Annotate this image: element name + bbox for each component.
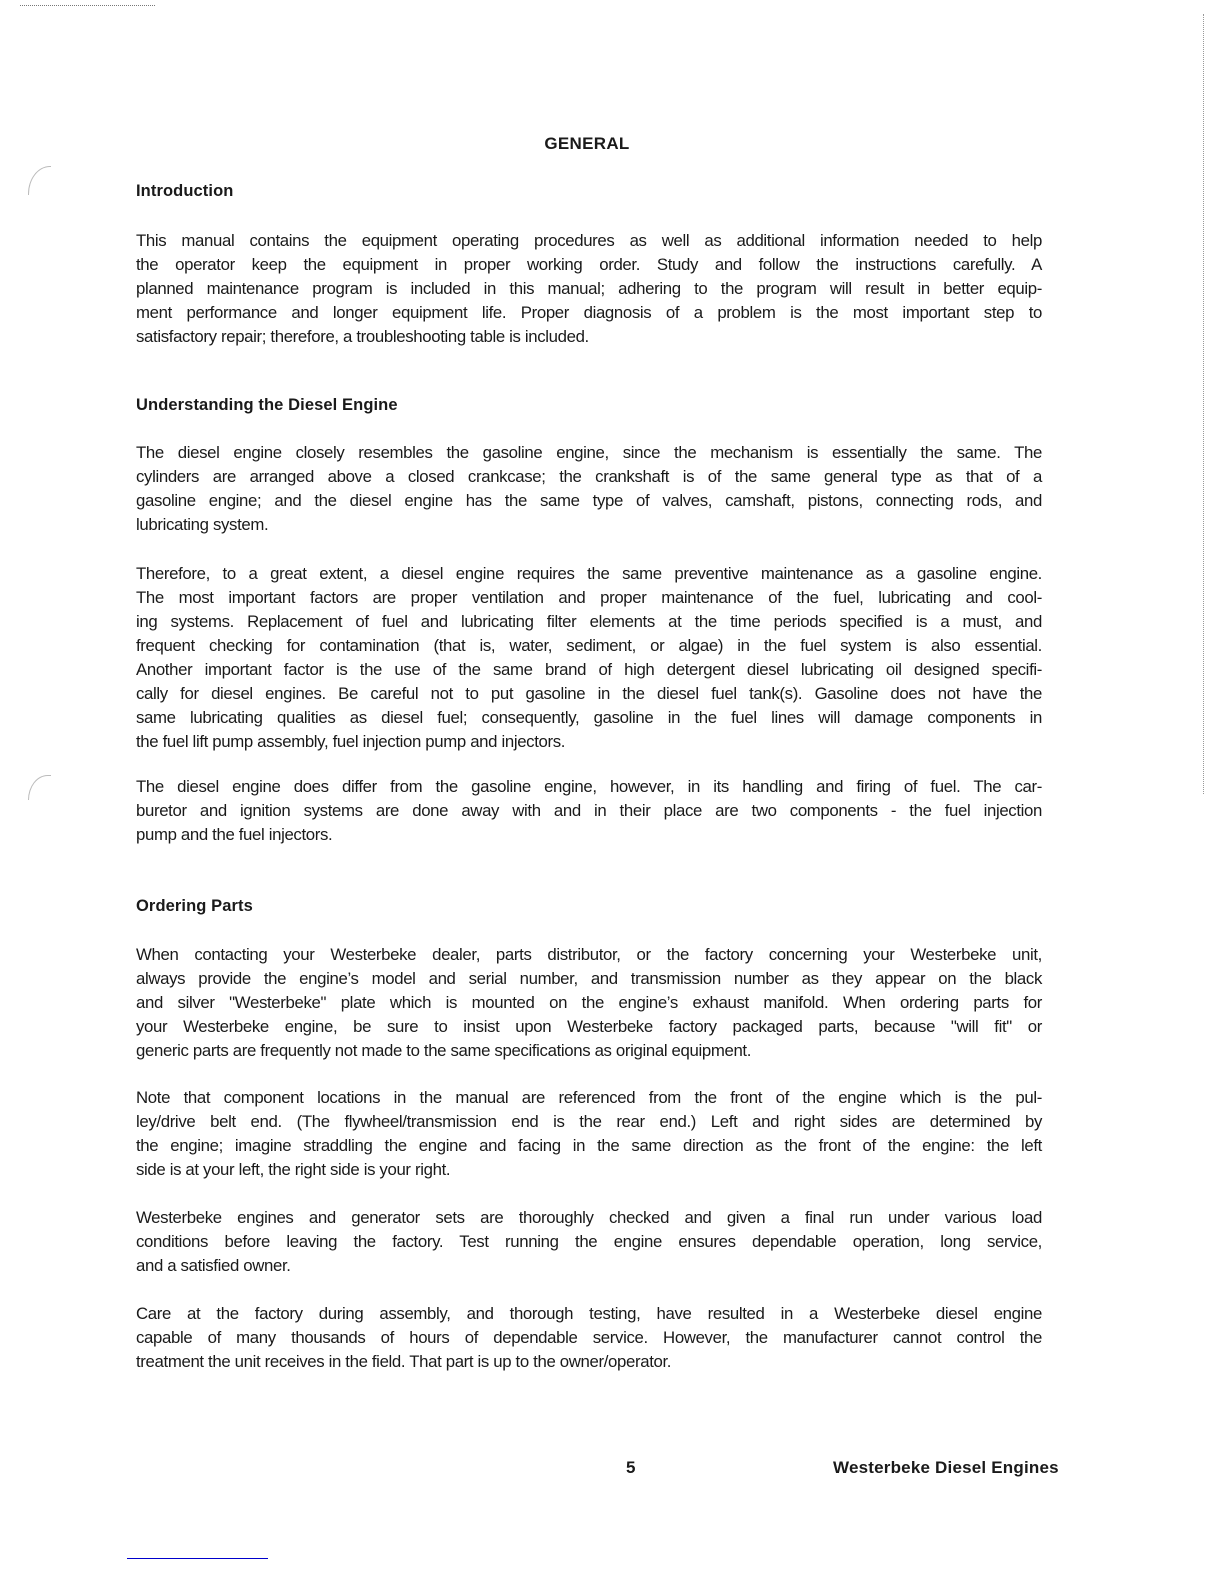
text-line: cylinders are arranged above a closed crankcase; the crankshaft is of the same general type as that of a: [136, 467, 1042, 486]
text-line: Care at the factory during assembly, and thorough testing, have resulted in a Westerbeke diesel engine: [136, 1304, 1042, 1323]
text-line: The diesel engine closely resembles the gasoline engine, since the mechanism is essentially the same. The: [136, 443, 1042, 462]
text-line: side is at your left, the right side is your right.: [136, 1160, 451, 1179]
text-line: ing systems. Replacement of fuel and lubricating filter elements at the time periods specified is a must, and: [136, 612, 1042, 631]
text-line: lubricating system.: [136, 515, 269, 534]
text-line: When contacting your Westerbeke dealer, parts distributor, or the factory concerning your Westerbeke unit,: [136, 945, 1042, 964]
scan-artifact-top: [20, 5, 155, 7]
text-line: and silver "Westerbeke" plate which is mounted on the engine’s exhaust manifold. When ordering parts for: [136, 993, 1042, 1012]
paragraph: [136, 1086, 1042, 1182]
paragraph: [136, 441, 1042, 537]
paragraph: [136, 775, 1042, 847]
scan-artifact-curl: [28, 166, 51, 195]
text-line: generic parts are frequently not made to the same specifications as original equipment.: [136, 1041, 752, 1060]
paragraph: [136, 1206, 1042, 1278]
page-title: GENERAL: [544, 134, 630, 153]
paragraph: [136, 229, 1042, 349]
text-line: pump and the fuel injectors.: [136, 825, 333, 844]
text-line: your Westerbeke engine, be sure to insist upon Westerbeke factory packaged parts, because "will fit" or: [136, 1017, 1042, 1036]
text-line: ley/drive belt end. (The flywheel/transmission end is the rear end.) Left and right sides are determined by: [136, 1112, 1042, 1131]
text-line: gasoline engine; and the diesel engine has the same type of valves, camshaft, pistons, connecting rods, and: [136, 491, 1042, 510]
text-line: frequent checking for contamination (that is, water, sediment, or algae) in the fuel system is also essential.: [136, 636, 1042, 655]
text-line: and a satisfied owner.: [136, 1256, 291, 1275]
scan-artifact-curl: [28, 775, 51, 800]
footer-brand: Westerbeke Diesel Engines: [833, 1458, 1059, 1477]
text-line: Another important factor is the use of the same brand of high detergent diesel lubricating oil designed specifi-: [136, 660, 1042, 679]
text-line: cally for diesel engines. Be careful not to put gasoline in the diesel fuel tank(s). Gasoline does not have the: [136, 684, 1042, 703]
text-line: Westerbeke engines and generator sets are thoroughly checked and given a final run under various load: [136, 1208, 1042, 1227]
text-line: This manual contains the equipment operating procedures as well as additional information needed to help: [136, 231, 1042, 250]
text-line: the operator keep the equipment in proper working order. Study and follow the instructions carefully. A: [136, 255, 1042, 274]
text-line: treatment the unit receives in the field. That part is up to the owner/operator.: [136, 1352, 672, 1371]
page-number: 5: [626, 1458, 636, 1477]
section-heading-ordering-parts: Ordering Parts: [136, 897, 253, 915]
text-line: capable of many thousands of hours of dependable service. However, the manufacturer cannot control the: [136, 1328, 1042, 1347]
text-line: ment performance and longer equipment life. Proper diagnosis of a problem is the most important step to: [136, 303, 1042, 322]
text-line: the fuel lift pump assembly, fuel injection pump and injectors.: [136, 732, 566, 751]
paragraph: [136, 562, 1042, 754]
text-line: always provide the engine’s model and serial number, and transmission number as they appear on the black: [136, 969, 1042, 988]
text-line: Therefore, to a great extent, a diesel engine requires the same preventive maintenance as a gasoline engine.: [136, 564, 1042, 583]
text-line: planned maintenance program is included in this manual; adhering to the program will result in better equip-: [136, 279, 1042, 298]
text-line: buretor and ignition systems are done away with and in their place are two components - the fuel injection: [136, 801, 1042, 820]
text-line: conditions before leaving the factory. Test running the engine ensures dependable operation, long service,: [136, 1232, 1042, 1251]
text-line: The diesel engine does differ from the gasoline engine, however, in its handling and firing of fuel. The car-: [136, 777, 1042, 796]
section-heading-introduction: Introduction: [136, 182, 234, 200]
text-line: the engine; imagine straddling the engine and facing in the same direction as the front of the engine: the left: [136, 1136, 1042, 1155]
text-line: Note that component locations in the manual are referenced from the front of the engine which is the pul-: [136, 1088, 1042, 1107]
text-line: same lubricating qualities as diesel fuel; consequently, gasoline in the fuel lines will damage components in: [136, 708, 1042, 727]
footnote-rule: [127, 1558, 268, 1559]
text-line: The most important factors are proper ventilation and proper maintenance of the fuel, lubricating and cool-: [136, 588, 1042, 607]
text-line: satisfactory repair; therefore, a troubleshooting table is included.: [136, 327, 589, 346]
scan-artifact-right-edge: [1203, 14, 1205, 794]
paragraph: [136, 1302, 1042, 1374]
section-heading-understanding-diesel-engine: Understanding the Diesel Engine: [136, 396, 398, 414]
paragraph: [136, 943, 1042, 1063]
